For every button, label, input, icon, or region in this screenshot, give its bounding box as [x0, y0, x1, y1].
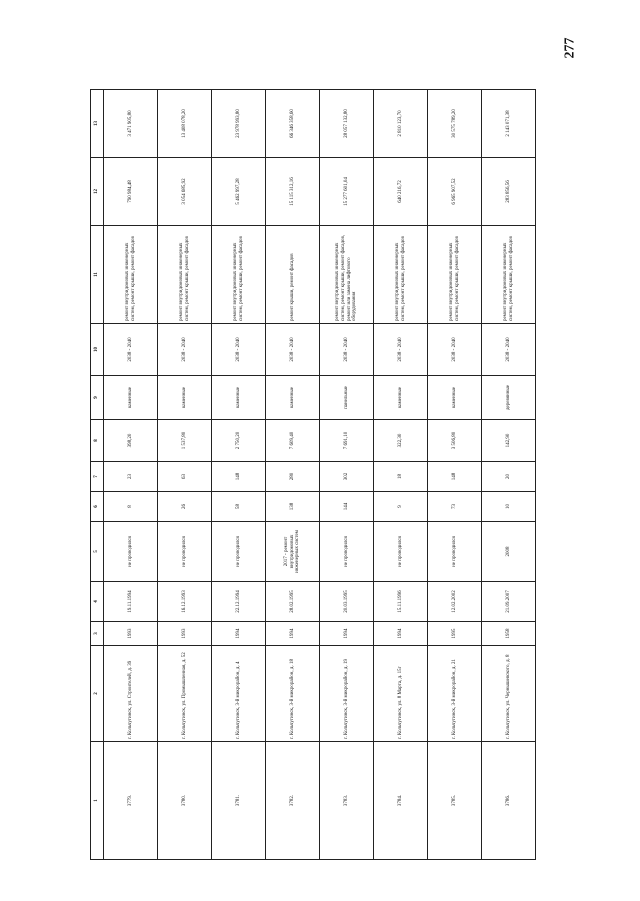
area-cell: 2 750,20	[212, 420, 266, 462]
year-built-cell: 1995	[428, 622, 482, 646]
repair-period-cell: 2038 - 2040	[104, 324, 158, 376]
repair-period-cell: 2038 - 2040	[428, 324, 482, 376]
address-cell: г. Кольчугинск, ул. 8 Марта, д. 15г	[374, 646, 428, 742]
column-header: 12	[91, 158, 104, 226]
planned-works-cell: ремонт внутридомовых инженерных систем, ремонт крыши, ремонт фасадов	[212, 226, 266, 324]
commission-date-cell: 20.03.1995	[320, 582, 374, 622]
wall-material-cell: каменные	[374, 376, 428, 420]
total-cost-cell: 23 978 993,80	[212, 90, 266, 158]
commission-date-cell: 21.09.2007	[482, 582, 536, 622]
address-cell: г. Кольчугинск, 3-й микрорайон, д. 21	[428, 646, 482, 742]
count-cell: 20	[482, 462, 536, 492]
repair-period-cell: 2038 - 2040	[320, 324, 374, 376]
count-cell: 63	[158, 462, 212, 492]
row-number-cell: 3785.	[428, 742, 482, 860]
area-cell: 322,30	[374, 420, 428, 462]
repair-period-cell: 2038 - 2040	[374, 324, 428, 376]
column-header: 10	[91, 324, 104, 376]
area-cell: 7 609,40	[266, 420, 320, 462]
wall-material-cell: каменные	[158, 376, 212, 420]
last-repair-cell: не проводился	[212, 522, 266, 582]
cost-cell: 5 462 997,28	[212, 158, 266, 226]
last-repair-cell: не проводился	[374, 522, 428, 582]
address-cell: г. Кольчугинск, ул. Строителей, д. 39	[104, 646, 158, 742]
column-header: 3	[91, 622, 104, 646]
planned-works-cell: ремонт внутридомовых инженерных систем, ремонт крыши, ремонт фасадов	[104, 226, 158, 324]
count-cell: 18	[374, 462, 428, 492]
count-cell: 144	[320, 492, 374, 522]
table-body	[104, 90, 536, 860]
count-cell: 73	[428, 492, 482, 522]
row-number-cell: 3782.	[266, 742, 320, 860]
repair-period-cell: 2038 - 2040	[158, 324, 212, 376]
year-built-cell: 1994	[320, 622, 374, 646]
count-cell: 280	[266, 462, 320, 492]
count-cell: 148	[212, 462, 266, 492]
cost-cell: 3 054 685,92	[158, 158, 212, 226]
repair-period-cell: 2038 - 2040	[482, 324, 536, 376]
planned-works-cell: ремонт внутридомовых инженерных систем, ремонт крыши, ремонт фасадов	[374, 226, 428, 324]
last-repair-cell: не проводился	[158, 522, 212, 582]
address-cell: г. Кольчугинск, 3-й микрорайон, д. 18	[266, 646, 320, 742]
address-cell: г. Кольчугинск, ул. Чернышевского, д. 8	[482, 646, 536, 742]
row-number-cell: 3779.	[104, 742, 158, 860]
last-repair-cell: не проводился	[320, 522, 374, 582]
last-repair-cell: 2017 - ремонт внутридомовых инженерных систем	[266, 522, 320, 582]
commission-date-cell: 12.02.2002	[428, 582, 482, 622]
last-repair-cell: не проводился	[428, 522, 482, 582]
cost-cell: 6 965 907,52	[428, 158, 482, 226]
table-row	[266, 90, 320, 860]
table-row	[158, 90, 212, 860]
count-cell: 58	[212, 492, 266, 522]
count-cell: 138	[266, 492, 320, 522]
address-cell: г. Кольчугинск, ул. Промышленная, д. 52	[158, 646, 212, 742]
wall-material-cell: каменные	[428, 376, 482, 420]
area-cell: 7 691,10	[320, 420, 374, 462]
commission-date-cell: 15.11.1996	[374, 582, 428, 622]
total-cost-cell: 28 057 132,80	[320, 90, 374, 158]
column-header: 1	[91, 742, 104, 860]
repair-period-cell: 2038 - 2040	[266, 324, 320, 376]
wall-material-cell: каменные	[212, 376, 266, 420]
table-row	[212, 90, 266, 860]
planned-works-cell: ремонт внутридомовых инженерных систем, ремонт крыши, ремонт фасадов	[482, 226, 536, 324]
area-cell: 3 506,80	[428, 420, 482, 462]
page-number: 277	[562, 37, 578, 59]
planned-works-cell: ремонт крыши, ремонт фасадов	[266, 226, 320, 324]
count-cell: 302	[320, 462, 374, 492]
table-row	[482, 90, 536, 860]
table-row	[428, 90, 482, 860]
column-header: 6	[91, 492, 104, 522]
area-cell: 1 537,80	[158, 420, 212, 462]
year-built-cell: 1994	[266, 622, 320, 646]
column-header: 8	[91, 420, 104, 462]
total-cost-cell: 2 143 071,38	[482, 90, 536, 158]
last-repair-cell: 2008	[482, 522, 536, 582]
last-repair-cell: не проводился	[104, 522, 158, 582]
cost-cell: 790 984,48	[104, 158, 158, 226]
total-cost-cell: 3 471 905,80	[104, 90, 158, 158]
column-header: 13	[91, 90, 104, 158]
planned-works-cell: ремонт внутридомовых инженерных систем, ремонт крыши, ремонт фасадов, ремонт или замена лифтового оборудования	[320, 226, 374, 324]
commission-date-cell: 16.12.1993	[158, 582, 212, 622]
table-row	[104, 90, 158, 860]
year-built-cell: 1993	[104, 622, 158, 646]
wall-material-cell: деревянные	[482, 376, 536, 420]
address-cell: г. Кольчугинск, 3-й микрорайон, д. 19	[320, 646, 374, 742]
total-cost-cell: 30 575 789,20	[428, 90, 482, 158]
area-cell: 142,90	[482, 420, 536, 462]
count-cell: 8	[104, 492, 158, 522]
column-header: 9	[91, 376, 104, 420]
row-number-cell: 3783.	[320, 742, 374, 860]
commission-date-cell: 22.12.1994	[212, 582, 266, 622]
column-header: 5	[91, 522, 104, 582]
year-built-cell: 1994	[212, 622, 266, 646]
count-cell: 148	[428, 462, 482, 492]
row-number-cell: 3784.	[374, 742, 428, 860]
housing-repair-table	[90, 89, 536, 860]
commission-date-cell: 28.02.1995	[266, 582, 320, 622]
column-header: 4	[91, 582, 104, 622]
cost-cell: 15 115 312,16	[266, 158, 320, 226]
row-number-cell: 3781.	[212, 742, 266, 860]
year-built-cell: 1958	[482, 622, 536, 646]
column-header: 7	[91, 462, 104, 492]
table-row	[320, 90, 374, 860]
column-header: 2	[91, 646, 104, 742]
column-header: 11	[91, 226, 104, 324]
repair-period-cell: 2038 - 2040	[212, 324, 266, 376]
address-cell: г. Кольчугинск, 3-й микрорайон, д. 4	[212, 646, 266, 742]
wall-material-cell: каменные	[266, 376, 320, 420]
cost-cell: 640 216,72	[374, 158, 428, 226]
planned-works-cell: ремонт внутридомовых инженерных систем, ремонт крыши, ремонт фасадов	[158, 226, 212, 324]
wall-material-cell: каменные	[104, 376, 158, 420]
year-built-cell: 1993	[158, 622, 212, 646]
column-number-header	[91, 90, 104, 860]
row-number-cell: 3786.	[482, 742, 536, 860]
total-cost-cell: 13 408 078,20	[158, 90, 212, 158]
cost-cell: 283 856,56	[482, 158, 536, 226]
count-cell: 23	[104, 462, 158, 492]
year-built-cell: 1994	[374, 622, 428, 646]
total-cost-cell: 2 810 123,70	[374, 90, 428, 158]
cost-cell: 15 277 601,04	[320, 158, 374, 226]
planned-works-cell: ремонт внутридомовых инженерных систем, ремонт крыши, ремонт фасадов	[428, 226, 482, 324]
commission-date-cell: 19.11.1994	[104, 582, 158, 622]
total-cost-cell: 66 346 358,60	[266, 90, 320, 158]
row-number-cell: 3780.	[158, 742, 212, 860]
count-cell: 10	[482, 492, 536, 522]
area-cell: 398,20	[104, 420, 158, 462]
rotated-table-container	[90, 90, 540, 860]
count-cell: 26	[158, 492, 212, 522]
count-cell: 9	[374, 492, 428, 522]
table-row	[374, 90, 428, 860]
wall-material-cell: панельные	[320, 376, 374, 420]
